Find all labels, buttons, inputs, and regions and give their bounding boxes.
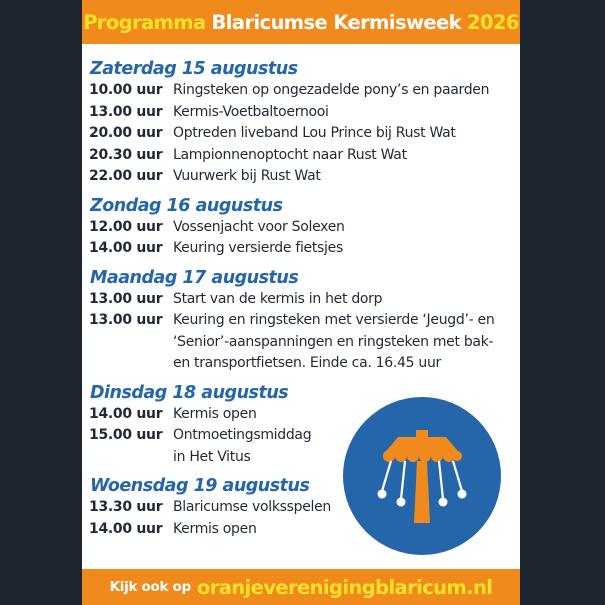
- event-description: Vossenjacht voor Solexen: [173, 218, 345, 235]
- footer-prefix: Kijk ook op: [109, 579, 191, 595]
- day-sunday: [89, 195, 513, 260]
- day-title: Zondag 16 augustus: [90, 195, 283, 216]
- event-row: [89, 145, 513, 167]
- header-word-programma: Programma: [83, 10, 206, 34]
- event-description: Kermis open: [173, 405, 257, 422]
- poster-header: [82, 0, 520, 44]
- event-time: 22.00 uur: [89, 168, 163, 184]
- day-title: Woensdag 19 augustus: [90, 476, 310, 496]
- footer-website-link[interactable]: oranjeverenigingblaricum.nl: [196, 575, 493, 599]
- event-description: Keuring versierde fietsjes: [173, 240, 343, 256]
- event-time: 14.00 uur: [89, 520, 163, 537]
- event-time: 13.30 uur: [89, 499, 163, 515]
- header-event-name: Blaricumse Kermisweek: [211, 10, 461, 34]
- event-time: 13.00 uur: [89, 312, 163, 328]
- program-poster: [82, 0, 520, 605]
- event-time: 14.00 uur: [89, 405, 163, 422]
- event-time: 20.00 uur: [89, 125, 163, 141]
- event-description: Ringsteken op ongezadelde pony’s en paarden: [173, 82, 490, 98]
- event-description: Kermis open: [173, 520, 257, 537]
- event-description: Start van de kermis in het dorp: [173, 290, 383, 307]
- event-description: Vuurwerk bij Rust Wat: [173, 168, 321, 184]
- carousel-icon: [343, 397, 501, 555]
- event-row: [89, 166, 513, 188]
- event-time: 15.00 uur: [89, 427, 163, 443]
- event-time: 20.30 uur: [89, 146, 163, 163]
- event-description: Optreden liveband Lou Prince bij Rust Wat: [173, 125, 456, 141]
- day-title: Zaterdag 15 augustus: [90, 59, 298, 79]
- event-time: 10.00 uur: [89, 82, 163, 98]
- event-time: 13.00 uur: [89, 290, 163, 307]
- poster-footer: [82, 569, 520, 605]
- day-title: Maandag 17 augustus: [90, 267, 299, 288]
- event-time: 12.00 uur: [89, 218, 163, 235]
- event-time: 13.00 uur: [89, 103, 163, 120]
- event-description: Blaricumse volksspelen: [173, 499, 331, 515]
- event-row: [89, 289, 513, 311]
- day-monday: [89, 267, 513, 375]
- event-description: Ontmoetingsmiddag in Het Vitus: [173, 427, 312, 465]
- event-description: Lampionnenoptocht naar Rust Wat: [173, 146, 407, 163]
- event-row: [89, 217, 513, 239]
- day-title: Dinsdag 18 augustus: [90, 382, 289, 403]
- day-saturday: [89, 58, 513, 188]
- event-row: [89, 80, 513, 102]
- event-row: [89, 310, 513, 375]
- event-row: [89, 123, 513, 145]
- event-description: Kermis-Voetbaltoernooi: [173, 103, 329, 120]
- event-time: 14.00 uur: [89, 240, 163, 256]
- event-description: Keuring en ringsteken met versierde ‘Jeugd’- en ‘Senior’-aanspanningen en ringsteken met bak- en transportfietsen. Einde ca. 16.45 uur: [173, 312, 495, 371]
- event-row: [89, 238, 513, 260]
- header-year: 2026: [467, 10, 519, 34]
- event-row: [89, 102, 513, 124]
